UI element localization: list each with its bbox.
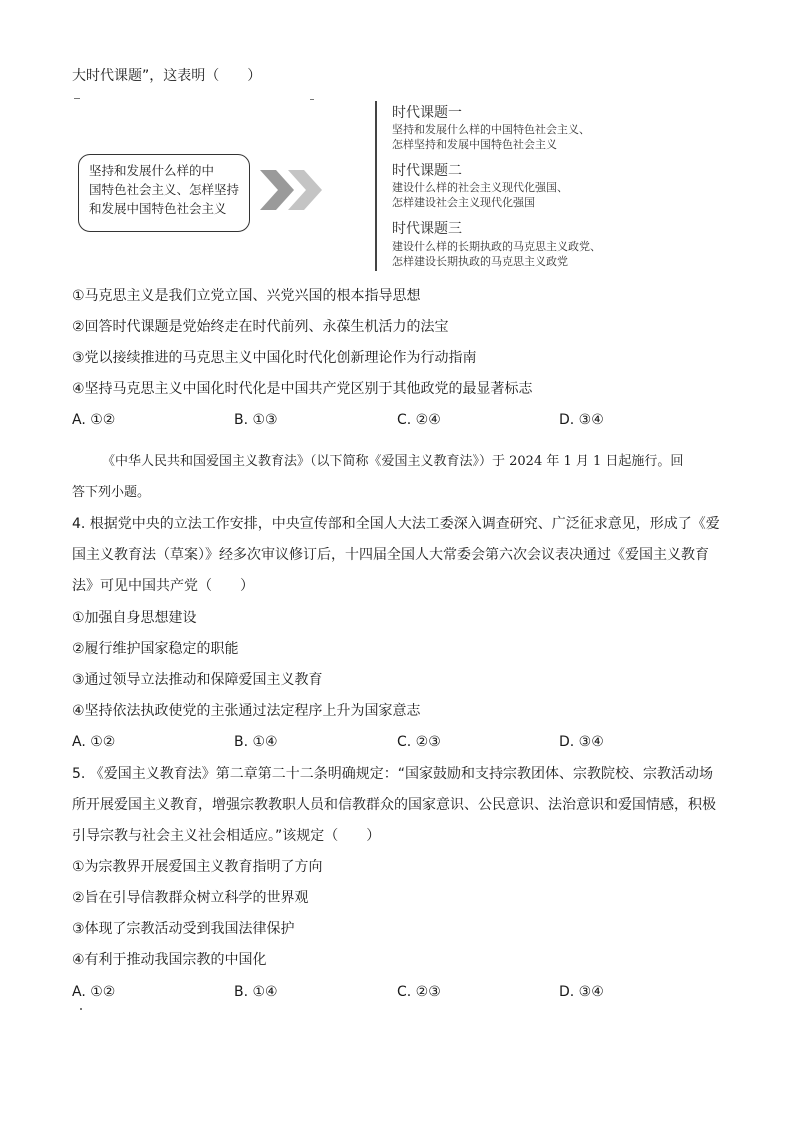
option-a[interactable]: A. ①② — [72, 734, 116, 750]
q4-options — [72, 732, 732, 752]
q5-options — [72, 982, 732, 1002]
topic-text: 坚持和发展什么样的中国特色社会主义、 — [392, 123, 590, 136]
q4-stem-line: 4. 根据党中央的立法工作安排，中央宣传部和全国人大法工委深入调查研究、广泛征求意见，形成了《爱 — [72, 516, 720, 532]
topic-text: 建设什么样的长期执政的马克思主义政党、 — [392, 240, 601, 253]
q5-stem-line: 5. 《爱国主义教育法》第二章第二十二条明确规定：“国家鼓励和支持宗教团体、宗教院校、宗教活动场 — [72, 766, 714, 782]
option-c[interactable]: C. ②④ — [397, 412, 441, 428]
option-b[interactable]: B. ①④ — [234, 734, 278, 750]
q4-stem-line: 国主义教育法（草案）》经多次审议修订后，十四届全国人大常委会第六次会议表决通过《爱国主义教育 — [72, 547, 709, 563]
q5-stem-line: 引导宗教与社会主义社会相适应。”该规定（ ） — [72, 828, 381, 844]
topic-text: 怎样建设长期执政的马克思主义政党 — [392, 255, 568, 268]
q5-statement: ③体现了宗教活动受到我国法律保护 — [72, 921, 295, 937]
topic-title: 时代课题一 — [392, 105, 462, 121]
option-b[interactable]: B. ①③ — [234, 412, 278, 428]
figure-left-line: 国特色社会主义、怎样坚持 — [89, 182, 240, 197]
topic-text: 建设什么样的社会主义现代化强国、 — [392, 181, 568, 194]
figure-left-box — [78, 154, 250, 232]
figure-divider — [375, 101, 377, 271]
q3-statement: ②回答时代课题是党始终走在时代前列、永葆生机活力的法宝 — [72, 319, 449, 335]
topic-title: 时代课题三 — [392, 221, 462, 237]
q4-statement: ④坚持依法执政使党的主张通过法定程序上升为国家意志 — [72, 703, 421, 719]
q3-stem-tail: 大时代课题”，这表明（ ） — [72, 68, 262, 84]
scan-speck — [80, 1008, 82, 1010]
topic-title: 时代课题二 — [392, 163, 462, 179]
q4-statement: ③通过领导立法推动和保障爱国主义教育 — [72, 672, 323, 688]
double-chevron-arrow-icon — [260, 170, 340, 210]
option-b[interactable]: B. ①④ — [234, 984, 278, 1000]
option-c[interactable]: C. ②③ — [397, 734, 441, 750]
q4-stem-line: 法》可见中国共产党（ ） — [72, 578, 254, 594]
topic-text: 怎样建设社会主义现代化强国 — [392, 196, 535, 209]
option-a[interactable]: A. ①② — [72, 984, 116, 1000]
material-intro-line1: 《中华人民共和国爱国主义教育法》（以下简称《爱国主义教育法》）于 2024 年 1 月 1 日起施行。回 — [102, 454, 684, 469]
q5-statement: ②旨在引导信教群众树立科学的世界观 — [72, 890, 309, 906]
q3-options — [72, 410, 732, 430]
option-d[interactable]: D. ③④ — [559, 734, 604, 750]
q5-statement: ④有利于推动我国宗教的中国化 — [72, 952, 267, 968]
q5-stem-line: 所开展爱国主义教育，增强宗教教职人员和信教群众的国家意识、公民意识、法治意识和爱国情感，积极 — [72, 797, 716, 813]
option-d[interactable]: D. ③④ — [559, 412, 604, 428]
option-a[interactable]: A. ①② — [72, 412, 116, 428]
q3-statement: ④坚持马克思主义中国化时代化是中国共产党区别于其他政党的最显著标志 — [72, 381, 533, 397]
figure-left-line: 坚持和发展什么样的中 — [89, 163, 215, 178]
q4-statement: ①加强自身思想建设 — [72, 610, 197, 626]
figure-left-line: 和发展中国特色社会主义 — [89, 201, 227, 216]
q3-statement: ③党以接续推进的马克思主义中国化时代化创新理论作为行动指南 — [72, 350, 477, 366]
option-c[interactable]: C. ②③ — [397, 984, 441, 1000]
topic-text: 怎样坚持和发展中国特色社会主义 — [392, 138, 557, 151]
q3-statement: ①马克思主义是我们立党立国、兴党兴国的根本指导思想 — [72, 288, 421, 304]
material-intro-line2: 答下列小题。 — [72, 485, 151, 500]
q4-statement: ②履行维护国家稳定的职能 — [72, 641, 239, 657]
option-d[interactable]: D. ③④ — [559, 984, 604, 1000]
q5-statement: ①为宗教界开展爱国主义教育指明了方向 — [72, 859, 323, 875]
scan-speck — [74, 98, 80, 99]
scan-speck — [310, 99, 314, 100]
